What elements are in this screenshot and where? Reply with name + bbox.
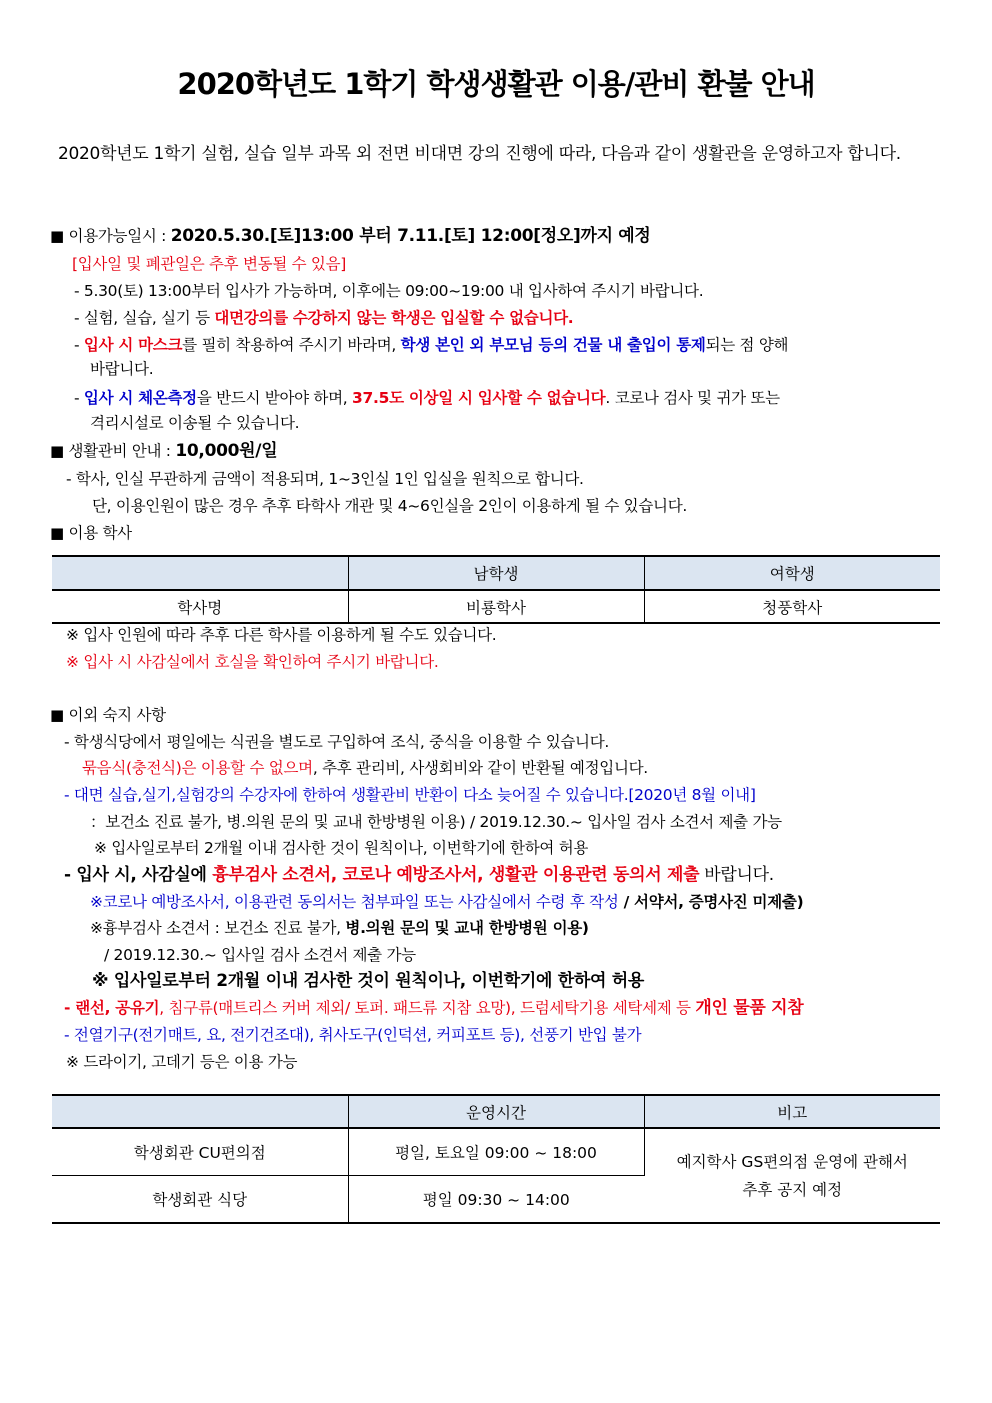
other-line-6 (64, 864, 774, 886)
fee-item-1: - 학사, 인실 무관하게 금액이 적용되며, 1~3인실 1인 입실을 원칙으로 합니다. (66, 470, 584, 488)
other-line-10: ※ 입사일로부터 2개월 이내 검사한 것이 원칙이나, 이번학기에 한하여 허용 (92, 971, 645, 991)
dash: - (74, 389, 84, 407)
other-line-6-text: - 입사 시, 사감실에 (64, 865, 213, 885)
period-item-2 (74, 307, 573, 329)
other-line-13: ※ 드라이기, 고데기 등은 이용 가능 (66, 1053, 298, 1071)
fee-item-2: 단, 이용인원이 많은 경우 추후 타학사 개관 및 4~6인실을 2인이 이용하게 될 수 있습니다. (92, 497, 687, 515)
period-item-2-warning: 대면강의를 수강하지 않는 학생은 입실할 수 없습니다. (214, 309, 574, 327)
page-title: 2020학년도 1학기 학생생활관 이용/관비 환불 안내 (177, 67, 815, 101)
facility-name: 학생회관 CU편의점 (52, 1128, 348, 1176)
hours-header-blank (52, 1095, 348, 1128)
other-line-8-text: ※흉부검사 소견서 : 보건소 진료 불가, (90, 919, 346, 937)
period-label: 이용가능일시 : (68, 227, 171, 245)
dorm-header-male: 남학생 (348, 556, 644, 590)
other-line-11 (64, 997, 803, 1019)
other-line-2-warning: 묶음식(충전식)은 이용할 수 없으며 (82, 759, 313, 777)
hours-header-remark: 비고 (644, 1095, 940, 1128)
other-line-7 (90, 891, 803, 913)
hours-remark (644, 1128, 940, 1223)
period-item-4-end: . 코로나 검사 및 귀가 또는 (605, 389, 780, 407)
period-item-1: - 5.30(토) 13:00부터 입사가 가능하며, 이후에는 09:00~19:00 내 입사하여 주시기 바랍니다. (74, 282, 704, 300)
fever-warning: 37.5도 이상일 시 입사할 수 없습니다 (352, 389, 606, 407)
intro-paragraph: 2020학년도 1학기 실험, 실습 일부 과목 외 전면 비대면 강의 진행에 따라, 다음과 같이 생활관을 운영하고자 합니다. (58, 144, 901, 164)
dorm-header-blank (52, 556, 348, 590)
remark-line-1: 예지학사 GS편의점 운영에 관해서 (676, 1152, 908, 1171)
other-heading (50, 704, 166, 726)
dorm-table (52, 555, 940, 624)
dorm-header-female: 여학생 (644, 556, 940, 590)
mask-warning: 입사 시 마스크 (83, 336, 183, 354)
other-line-1: - 학생식당에서 평일에는 식권을 별도로 구입하여 조식, 중식을 이용할 수 있습니다. (64, 733, 610, 751)
form-instructions: ※코로나 예방조사서, 이용관련 동의서는 첨부파일 또는 사감실에서 수령 후 작성 (90, 893, 619, 911)
facility-hours: 평일 09:30 ~ 14:00 (422, 1191, 570, 1209)
dorm-male-name: 비룡학사 (348, 590, 644, 623)
lan-router: - 랜선, 공유기 (64, 999, 160, 1017)
other-line-11-text: , 침구류(매트리스 커버 제외/ 토퍼. 패드류 지참 요망), 드럼세탁기용 세탁세제 등 (159, 999, 696, 1017)
period-note: [입사일 및 폐관일은 추후 변동될 수 있음] (72, 255, 347, 273)
dorm-note-1: ※ 입사 인원에 따라 추후 다른 학사를 이용하게 될 수도 있습니다. (66, 626, 497, 644)
square-bullet-icon: ■ (50, 706, 64, 724)
other-line-8 (90, 917, 589, 939)
fee-heading (50, 440, 277, 462)
dorm-heading (50, 522, 132, 544)
other-line-3: - 대면 실습,실기,실험강의 수강자에 한하여 생활관비 반환이 다소 늦어질 수 있습니다.[2020년 8월 이내] (64, 786, 756, 804)
period-item-3-end: 되는 점 양해 (705, 336, 789, 354)
period-item-2-text: - 실험, 실습, 실기 등 (74, 309, 215, 327)
period-heading (50, 225, 651, 247)
personal-items: 개인 물품 지참 (695, 998, 804, 1018)
other-line-2-text: , 추후 관리비, 사생회비와 같이 반환될 예정입니다. (312, 759, 648, 777)
entry-restriction: 학생 본인 외 부모님 등의 건물 내 출입이 통제 (400, 336, 706, 354)
period-item-3-text: 를 필히 착용하여 주시기 바라며, (182, 336, 401, 354)
document-requirements: 흉부검사 소견서, 코로나 예방조사서, 생활관 이용관련 동의서 제출 (212, 865, 700, 885)
period-item-3 (74, 334, 788, 356)
square-bullet-icon: ■ (50, 227, 64, 245)
period-item-3-cont: 바랍니다. (90, 360, 154, 378)
dorm-female-name: 청풍학사 (762, 598, 823, 617)
dorm-note-2: ※ 입사 시 사감실에서 호실을 확인하여 주시기 바랍니다. (66, 653, 439, 671)
other-line-9: / 2019.12.30.~ 입사일 검사 소견서 제출 가능 (104, 946, 416, 964)
period-item-4 (74, 387, 780, 409)
fee-value: 10,000원/일 (175, 441, 278, 461)
other-line-6-end: 바랍니다. (699, 865, 774, 885)
fee-label: 생활관비 안내 : (68, 442, 176, 460)
hours-header-time: 운영시간 (348, 1095, 644, 1128)
other-line-4: ：보건소 진료 불가, 병.의원 문의 및 교내 한방병원 이용) / 2019.12.30.~ 입사일 검사 소견서 제출 가능 (90, 813, 782, 831)
temperature-check: 입사 시 체온측정 (83, 389, 197, 407)
period-item-4-text: 을 반드시 받아야 하며, (196, 389, 353, 407)
facility-name: 학생회관 식당 (52, 1176, 348, 1224)
other-label: 이외 숙지 사항 (68, 706, 166, 724)
other-line-5: ※ 입사일로부터 2개월 이내 검사한 것이 원칙이나, 이번학기에 한하여 허용 (94, 839, 589, 857)
period-value: 2020.5.30.[토]13:00 부터 7.11.[토] 12:00[정오]까지 예정 (170, 226, 651, 246)
hours-table-header (52, 1095, 940, 1128)
table-row (52, 1128, 940, 1176)
other-line-12: - 전열기구(전기매트, 요, 전기건조대), 취사도구(인덕션, 커피포트 등), 선풍기 반입 불가 (64, 1026, 642, 1044)
dorm-table-header (52, 556, 940, 590)
dorm-row-label: 학사명 (52, 590, 348, 623)
other-line-8-bold: 병.의원 문의 및 교내 한방병원 이용) (345, 919, 589, 937)
table-row (52, 590, 940, 623)
other-line-7-end: / 서약서, 증명사진 미제출) (618, 893, 804, 911)
other-line-2 (82, 757, 648, 779)
dorm-label: 이용 학사 (68, 524, 132, 542)
square-bullet-icon: ■ (50, 442, 64, 460)
period-item-4-cont: 격리시설로 이송될 수 있습니다. (90, 414, 300, 432)
hours-table (52, 1094, 940, 1224)
dash: - (74, 336, 84, 354)
remark-line-2: 추후 공지 예정 (742, 1180, 843, 1199)
square-bullet-icon: ■ (50, 524, 64, 542)
facility-hours: 평일, 토요일 09:00 ~ 18:00 (348, 1128, 644, 1176)
